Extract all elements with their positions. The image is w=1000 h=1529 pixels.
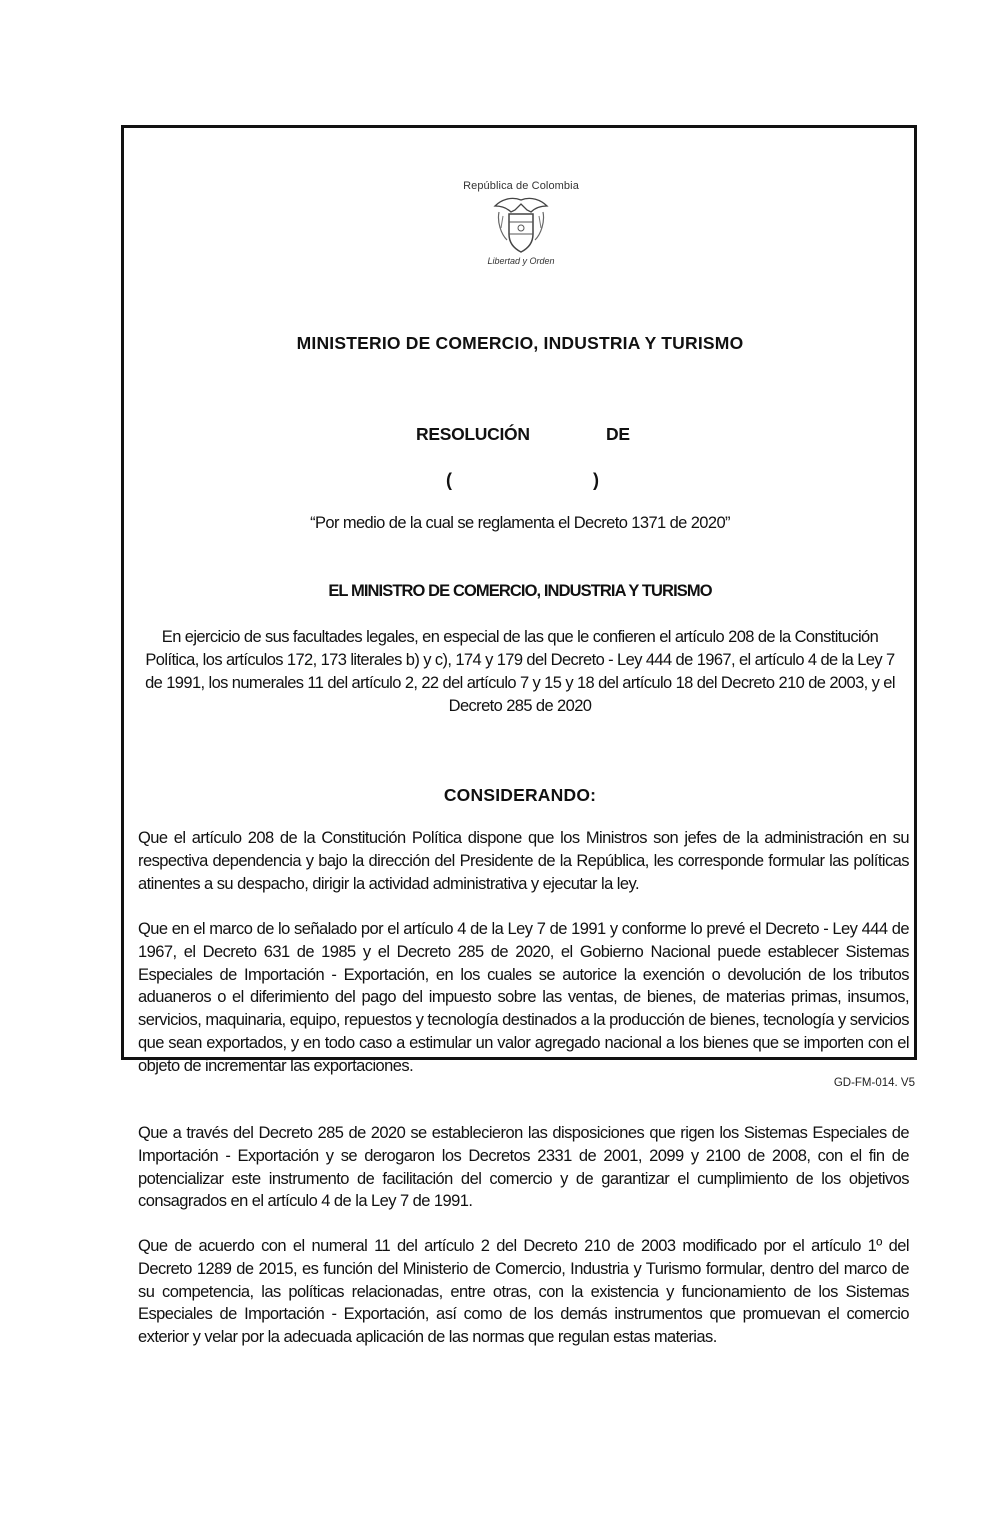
- seal-country-label: República de Colombia: [463, 180, 579, 192]
- considerando-paragraph: Que de acuerdo con el numeral 11 del artículo 2 del Decreto 210 de 2003 modificado por el artículo 1º del Decreto 1289 de 2015, es función del Ministerio de Comercio, Industria y Turismo formular, dentro del marco de su competencia, las políticas relacionadas, entre otras, con la existencia y funcionamiento de los Sistemas Especiales de Importación - Exportación, así como de los demás instrumentos que promuevan el comercio exterior y velar por la adecuada aplicación de las normas que regulan estas materias.: [138, 1237, 909, 1347]
- coat-of-arms-seal: [456, 180, 586, 288]
- resolution-label: RESOLUCIÓN: [416, 424, 530, 444]
- considerando-paragraph: Que el artículo 208 de la Constitución Política dispone que los Ministros son jefes de la administración en su respectiva dependencia y bajo la dirección del Presidente de la República, les corresponde formular las políticas atinentes a su despacho, dirigir la actividad administrativa y ejecutar la ley.: [138, 829, 909, 893]
- resolution-subject: “Por medio de la cual se reglamenta el Decreto 1371 de 2020”: [310, 514, 730, 532]
- considerando-paragraph: Que en el marco de lo señalado por el artículo 4 de la Ley 7 de 1991 y conforme lo prevé el Decreto - Ley 444 de 1967, el Decreto 631 de 1985 y el Decreto 285 de 2020, el Gobierno Nacional puede establecer Sistemas Especiales de Importación - Exportación, en los cuales se autorice la exención o devolución de los tributos aduaneros o el diferimiento del pago del impuesto sobre las ventas, de bienes, de materias primas, insumos, servicios, maquinaria, equipo, repuestos y tecnología destinados a la producción de bienes, tecnología y servicios que sean exportados, y en todo caso a estimular un valor agregado nacional a los bienes que se importen con el objeto de incrementar las exportaciones.: [138, 920, 909, 1075]
- considerando-paragraph: Que a través del Decreto 285 de 2020 se establecieron las disposiciones que rigen los Sistemas Especiales de Importación - Exportación y se derogaron los Decretos 2331 de 2001, 2099 y 2100 de 2008, con el fin de potencializar este instrumento de facilitación del comercio y de garantizar el cumplimiento de los objetivos consagrados en el artículo 4 de la Ley 7 de 1991.: [138, 1124, 909, 1211]
- coat-of-arms-icon: [489, 194, 553, 256]
- minister-heading: EL MINISTRO DE COMERCIO, INDUSTRIA Y TURISMO: [328, 582, 712, 600]
- form-code-footer: GD-FM-014. V5: [833, 1077, 915, 1089]
- resolution-number-open-paren: (: [446, 470, 452, 490]
- legal-powers-paragraph: En ejercicio de sus facultades legales, en especial de las que le confieren el artículo 208 de la Constitución Política, los artículos 172, 173 literales b) y c), 174 y 179 del Decreto - Ley 444 de 1967, el artículo 4 de la Ley 7 de 1991, los numerales 11 del artículo 2, 22 del artículo 7 y 15 y 18 del artículo 18 del Decreto 210 de 2003, y el Decreto 285 de 2020: [145, 628, 895, 715]
- considerando-heading: CONSIDERANDO:: [443, 785, 597, 805]
- resolution-date-label: DE: [606, 424, 630, 444]
- resolution-number-close-paren: ): [593, 470, 599, 490]
- seal-motto-label: Libertad y Orden: [487, 256, 555, 266]
- ministry-heading: MINISTERIO DE COMERCIO, INDUSTRIA Y TURISMO: [296, 333, 744, 353]
